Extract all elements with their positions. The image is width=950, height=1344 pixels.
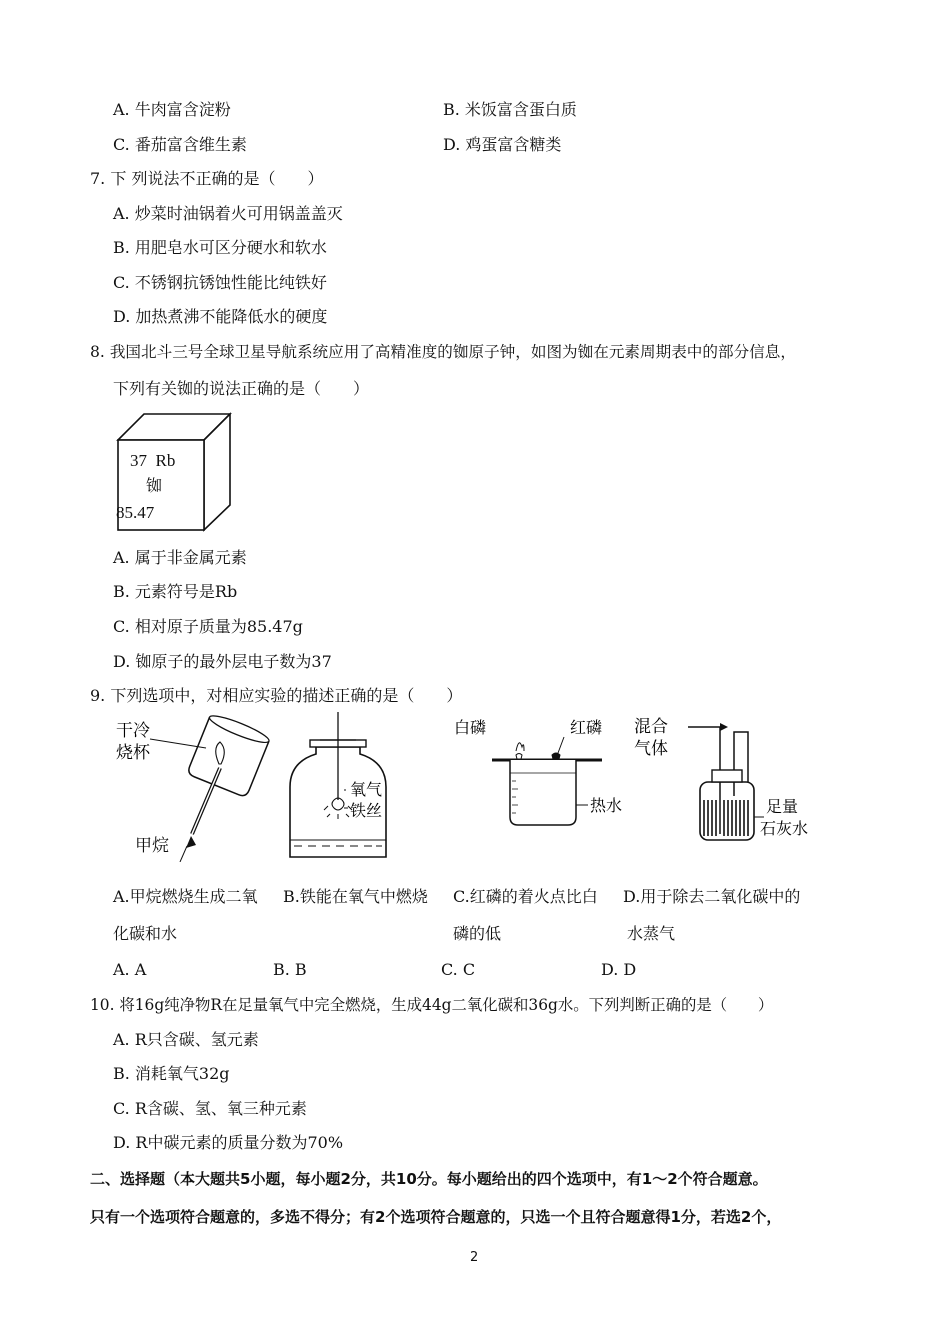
q10-option-d: D. R中碳元素的质量分数为70% [113,1133,344,1152]
experiment-c-figure [452,715,632,835]
q10-option-c: C. R含碳、氢、氧三种元素 [113,1099,307,1118]
q9-option-c: C. C [441,960,476,979]
q6-option-b: B. 米饭富含蛋白质 [443,100,577,119]
q10-stem: 10. 将16g纯净物R在足量氧气中完全燃烧，生成44g二氧化碳和36g水。下列判断正确的是（ ） [90,996,774,1014]
experiment-a-figure [108,712,278,862]
q9-desc-b-line1: B.铁能在氧气中燃烧 [283,887,428,906]
experiment-b-figure [286,712,406,862]
label-mixed-gas-line1: 混合 [634,717,668,737]
q6-option-a: A. 牛肉富含淀粉 [113,100,231,119]
label-lime-water-line2: 石灰水 [760,819,809,838]
q7-stem: 7. 下 列说法不正确的是（ ） [90,169,324,188]
element-mass: 85.47 [116,503,155,522]
label-oxygen: 氧气 [350,780,383,799]
label-red-phosphorus: 红磷 [570,718,603,737]
label-cold-beaker-line2: 烧杯 [116,743,150,763]
section2-line2: 只有一个选项符合题意的，多选不得分；有2个选项符合题意的，只选一个且符合题意得1分，若选2个， [90,1208,782,1226]
q7-option-b: B. 用肥皂水可区分硬水和软水 [113,238,327,257]
q9-option-b: B. B [273,960,307,979]
q8-option-d: D. 铷原子的最外层电子数为37 [113,652,332,671]
q8-stem-line1: 8. 我国北斗三号全球卫星导航系统应用了高精准度的铷原子钟，如图为铷在元素周期表中的部分信息， [90,343,796,361]
q9-stem: 9. 下列选项中，对相应实验的描述正确的是（ ） [90,686,463,705]
label-iron-wire: 铁丝 [350,801,383,820]
q8-option-c: C. 相对原子质量为85.47g [113,617,303,636]
element-name: 铷 [146,476,163,495]
q9-desc-d-line1: D.用于除去二氧化碳中的 [623,887,801,906]
label-hot-water: 热水 [590,796,623,815]
q6-option-c: C. 番茄富含维生素 [113,135,247,154]
label-mixed-gas-line2: 气体 [634,739,668,759]
q9-desc-c-line2: 磷的低 [453,924,502,943]
element-number-symbol: 37 Rb [130,451,176,470]
label-methane: 甲烷 [135,836,169,856]
q10-option-a: A. R只含碳、氢元素 [113,1030,259,1049]
q8-option-a: A. 属于非金属元素 [113,548,247,567]
experiment-d-figure [628,712,818,847]
q6-option-d: D. 鸡蛋富含糖类 [443,135,562,154]
q8-stem-line2: 下列有关铷的说法正确的是（ ） [113,379,370,398]
q7-option-c: C. 不锈钢抗锈蚀性能比纯铁好 [113,273,327,292]
q9-desc-a-line1: A.甲烷燃烧生成二氧 [113,887,258,906]
q9-desc-a-line2: 化碳和水 [113,924,178,943]
label-white-phosphorus: 白磷 [454,718,487,737]
label-lime-water-line1: 足量 [766,797,799,816]
q9-option-d: D. D [601,960,637,979]
q7-option-d: D. 加热煮沸不能降低水的硬度 [113,307,328,326]
q9-desc-c-line1: C.红磷的着火点比白 [453,887,598,906]
q8-option-b: B. 元素符号是Rb [113,582,238,601]
q9-desc-d-line2: 水蒸气 [627,924,676,943]
q10-option-b: B. 消耗氧气32g [113,1064,230,1083]
page-number: 2 [470,1250,479,1265]
label-cold-beaker-line1: 干冷 [116,721,150,741]
q9-option-a: A. A [113,960,147,979]
section2-line1: 二、选择题（本大题共5小题，每小题2分，共10分。每小题给出的四个选项中，有1～2个符合题意。 [90,1170,768,1188]
q7-option-a: A. 炒菜时油锅着火可用锅盖盖灭 [113,204,343,223]
